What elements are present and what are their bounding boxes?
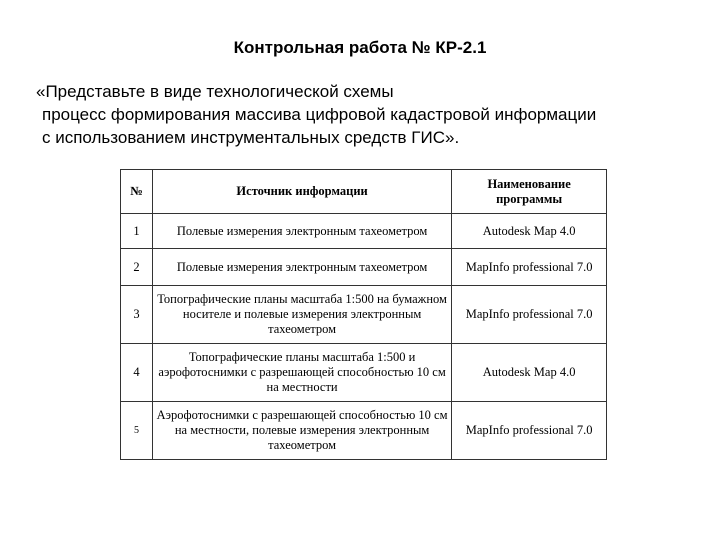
table-row (121, 286, 607, 344)
row-program: Autodesk Map 4.0 (452, 214, 607, 249)
table-row (121, 402, 607, 460)
task-line-1: «Представьте в виде технологической схемы (36, 82, 394, 101)
table-header-row (121, 170, 607, 214)
table-row (121, 249, 607, 286)
row-source: Полевые измерения электронным тахеометром (152, 249, 451, 286)
row-program: MapInfo professional 7.0 (452, 249, 607, 286)
row-source: Аэрофотоснимки с разрешающей способностью 10 см на местности, полевые измерения электронным тахеометром (152, 402, 451, 460)
task-line-2: процесс формирования массива цифровой кадастровой информации (42, 105, 597, 124)
header-source: Источник информации (152, 170, 451, 214)
page-title: Контрольная работа № КР-2.1 (233, 38, 487, 57)
table-row (121, 214, 607, 249)
row-program: MapInfo professional 7.0 (452, 286, 607, 344)
row-number: 5 (121, 402, 153, 460)
row-program: Autodesk Map 4.0 (452, 344, 607, 402)
row-number: 1 (121, 214, 153, 249)
row-number: 4 (121, 344, 153, 402)
header-program: Наименование программы (452, 170, 607, 214)
header-number: № (121, 170, 153, 214)
row-program: MapInfo professional 7.0 (452, 402, 607, 460)
sources-table (120, 169, 607, 460)
table-row (121, 344, 607, 402)
row-source: Топографические планы масштаба 1:500 на бумажном носителе и полевые измерения электронным тахеометром (152, 286, 451, 344)
task-statement (36, 80, 696, 149)
row-source: Полевые измерения электронным тахеометром (152, 214, 451, 249)
row-source: Топографические планы масштаба 1:500 и аэрофотоснимки с разрешающей способностью 10 см на местности (152, 344, 451, 402)
row-number: 3 (121, 286, 153, 344)
task-line-3: с использованием инструментальных средств ГИС». (42, 128, 460, 147)
row-number: 2 (121, 249, 153, 286)
